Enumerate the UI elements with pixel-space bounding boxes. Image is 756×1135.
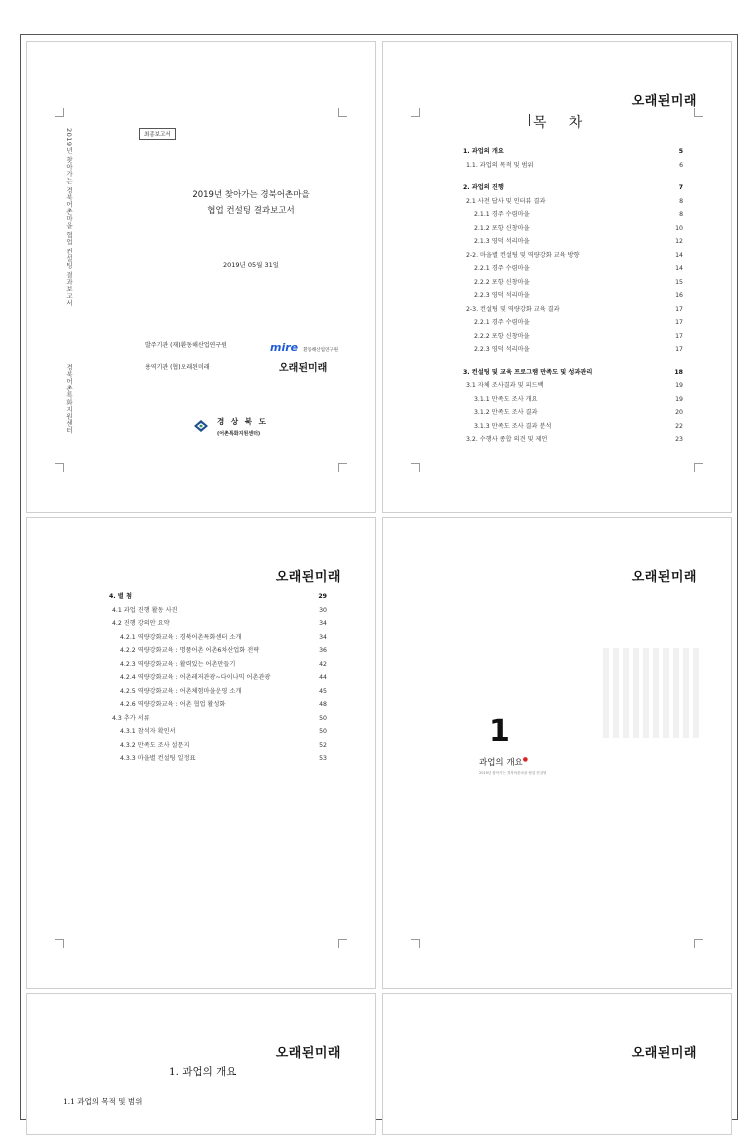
section-subheading: 1.1 과업의 목적 및 범위	[63, 1097, 143, 1106]
toc-entry[interactable]	[463, 303, 683, 317]
toc-entry-page: 52	[319, 741, 327, 749]
toc-entry-page: 44	[319, 674, 327, 681]
page-cover[interactable]	[26, 41, 376, 513]
toc-entry-label: 4.3.3 마을별 컨설팅 일정표	[120, 755, 196, 762]
brand-logo: 오래된미래	[631, 1046, 697, 1061]
toc-entry[interactable]	[109, 739, 327, 753]
mire-logo-text: 환동해산업연구원	[303, 348, 338, 353]
page-toc-2[interactable]	[26, 517, 376, 989]
brand-logo: 오래된미래	[631, 94, 697, 109]
toc-entry[interactable]	[109, 617, 327, 631]
toc-entry-label: 2.2.2 포항 신창마을	[474, 332, 530, 340]
spine-org: 경북어촌특화지원센터	[65, 364, 73, 434]
toc-entry-label: 3.1.1 만족도 조사 개요	[474, 395, 538, 403]
toc-entry[interactable]	[463, 262, 683, 276]
document-viewer	[20, 34, 738, 1120]
toc-entry-page: 5	[678, 148, 683, 155]
toc-entry[interactable]	[463, 159, 683, 173]
toc-entry-label: 4.2.4 역량강화교육 : 어촌레저관광~다이나믹 어촌관광	[120, 674, 271, 681]
toc-entry[interactable]	[463, 249, 683, 263]
crop-mark	[338, 463, 347, 472]
toc-entry-page: 20	[675, 409, 683, 416]
report-title-line1: 2019년 찾아가는 경북어촌마을	[192, 190, 310, 200]
toc-title: 목 차	[533, 115, 583, 131]
section-number: 1	[489, 714, 510, 749]
toc-entry[interactable]	[463, 181, 683, 195]
toc-entry-page: 36	[319, 647, 327, 654]
toc-entry[interactable]	[109, 604, 327, 618]
crop-mark	[55, 463, 64, 472]
toc-entry-label: 3.1 자체 조사결과 및 피드백	[466, 382, 544, 389]
crop-mark	[55, 108, 64, 117]
crop-mark	[694, 108, 703, 117]
section-title-text: 과업의 개요	[479, 758, 523, 768]
brand-logo-cover: 오래된미래	[279, 363, 328, 374]
toc-entry-page: 10	[675, 224, 683, 232]
page-body-2[interactable]	[382, 993, 732, 1135]
toc-entry[interactable]	[109, 712, 327, 726]
spine-title: 2019년 찾아가는 경북어촌마을 협업 컨설팅 결과보고서	[65, 128, 73, 307]
page-body-1[interactable]	[26, 993, 376, 1135]
final-report-badge: 최종보고서	[139, 128, 176, 140]
toc-entry[interactable]	[109, 671, 327, 685]
toc-entry[interactable]	[463, 222, 683, 236]
section-title	[479, 756, 528, 768]
toc-entry-label: 4. 별 첨	[109, 593, 132, 600]
toc-entry-page: 42	[319, 660, 327, 668]
toc-entry-label: 2.1.2 포항 신창마을	[474, 224, 530, 232]
toc-entry[interactable]	[463, 235, 683, 249]
mire-logo-mark: mire	[270, 341, 299, 354]
toc-entry-label: 4.2.1 역량강화교육 : 경북어촌특화센터 소개	[120, 633, 242, 641]
toc-list	[109, 590, 327, 766]
toc-entry-page: 17	[675, 319, 683, 326]
toc-entry[interactable]	[109, 752, 327, 766]
toc-entry-page: 23	[675, 436, 683, 443]
toc-entry-label: 4.2.3 역량강화교육 : 활력있는 어촌만들기	[120, 660, 236, 668]
toc-entry-page: 18	[674, 368, 683, 376]
toc-title-marker	[529, 114, 530, 126]
toc-entry-label: 3. 컨설팅 및 교육 프로그램 만족도 및 성과관리	[463, 368, 593, 376]
toc-entry-page: 17	[675, 305, 683, 313]
toc-entry-label: 2-3. 컨설팅 및 역량강화 교육 결과	[466, 305, 560, 313]
toc-entry-page: 50	[319, 714, 327, 722]
crop-mark	[338, 939, 347, 948]
crop-mark	[338, 108, 347, 117]
contractor-label: 용역기관 (협)오래된미래	[145, 364, 210, 371]
toc-entry-page: 17	[675, 332, 683, 340]
toc-entry-label: 2.2.3 영덕 석리마을	[474, 292, 530, 299]
toc-entry[interactable]	[463, 145, 683, 159]
toc-entry[interactable]	[463, 379, 683, 393]
crop-mark	[55, 939, 64, 948]
toc-entry-page: 34	[319, 633, 327, 641]
toc-entry[interactable]	[463, 208, 683, 222]
crop-mark	[411, 939, 420, 948]
toc-entry-page: 17	[675, 346, 683, 353]
toc-entry[interactable]	[463, 393, 683, 407]
chapter-heading: 1. 과업의 개요	[169, 1066, 237, 1078]
brand-logo: 오래된미래	[275, 570, 341, 585]
section-dot: ●	[522, 756, 529, 763]
toc-entry[interactable]	[109, 631, 327, 645]
gyeongbuk-emblem-icon	[193, 418, 209, 437]
toc-entry-page: 12	[675, 238, 683, 245]
toc-entry-label: 4.2 진행 강의안 요약	[112, 620, 170, 627]
toc-entry-page: 45	[319, 687, 327, 695]
brand-logo: 오래된미래	[275, 1046, 341, 1061]
toc-entry-label: 1. 과업의 개요	[463, 148, 504, 155]
toc-entry-label: 2.1.3 영덕 석리마을	[474, 238, 530, 245]
toc-entry[interactable]	[463, 289, 683, 303]
toc-entry-page: 8	[679, 211, 683, 218]
toc-entry[interactable]	[463, 433, 683, 447]
toc-entry-page: 30	[319, 606, 327, 614]
toc-entry[interactable]	[463, 343, 683, 357]
toc-entry-label: 2.1 사전 답사 및 인터뷰 결과	[466, 197, 546, 205]
toc-entry[interactable]	[109, 725, 327, 739]
toc-entry-page: 16	[675, 292, 683, 299]
page-section-divider[interactable]	[382, 517, 732, 989]
toc-entry-label: 1.1. 과업의 목적 및 범위	[466, 161, 534, 169]
toc-entry-label: 2. 과업의 진행	[463, 184, 504, 191]
crop-mark	[694, 463, 703, 472]
toc-entry-label: 4.2.5 역량강화교육 : 어촌체험마을운영 소개	[120, 687, 242, 695]
toc-entry-label: 2-2. 마을별 컨설팅 및 역량강화 교육 방향	[466, 251, 580, 259]
toc-entry-page: 7	[678, 184, 683, 191]
section-subtitle: 2019년 찾아가는 경북어촌마을 협업 컨설팅	[479, 771, 547, 775]
toc-entry-label: 4.2.6 역량강화교육 : 어촌 협업 활성화	[120, 701, 226, 708]
toc-entry-page: 15	[675, 278, 683, 286]
page-toc-1[interactable]	[382, 41, 732, 513]
toc-entry-label: 2.2.2 포항 신창마을	[474, 278, 530, 286]
toc-entry[interactable]	[463, 330, 683, 344]
toc-entry-label: 4.1 과업 진행 활동 사진	[112, 606, 178, 614]
toc-entry[interactable]	[109, 698, 327, 712]
toc-entry[interactable]	[463, 316, 683, 330]
toc-entry-label: 2.2.1 경주 수렴마을	[474, 265, 530, 272]
toc-entry-label: 3.1.3 만족도 조사 결과 분석	[474, 422, 552, 430]
toc-entry[interactable]	[109, 644, 327, 658]
mire-logo	[270, 336, 338, 355]
toc-entry-page: 48	[319, 701, 327, 708]
toc-entry-page: 6	[679, 161, 683, 169]
toc-entry-label: 3.1.2 만족도 조사 결과	[474, 409, 538, 416]
toc-entry-page: 53	[319, 755, 327, 762]
toc-entry[interactable]	[463, 420, 683, 434]
toc-entry-label: 2.1.1 경주 수렴마을	[474, 211, 530, 218]
toc-entry-page: 14	[675, 251, 683, 259]
brand-logo: 오래된미래	[631, 570, 697, 585]
toc-entry-label: 2.2.1 경주 수렴마을	[474, 319, 530, 326]
toc-entry-page: 19	[675, 382, 683, 389]
toc-entry[interactable]	[463, 366, 683, 380]
report-title-line2: 협업 컨설팅 결과보고서	[207, 206, 295, 216]
toc-entry[interactable]	[463, 276, 683, 290]
toc-list	[463, 145, 683, 447]
gov-name: 경 상 북 도	[217, 417, 268, 426]
toc-entry-label: 4.3.2 만족도 조사 설문지	[120, 741, 190, 749]
watermark-pattern	[603, 648, 703, 738]
toc-entry-page: 29	[318, 593, 327, 600]
toc-entry-page: 50	[319, 728, 327, 735]
toc-entry-page: 8	[679, 197, 683, 205]
crop-mark	[694, 939, 703, 948]
toc-entry[interactable]	[109, 685, 327, 699]
toc-entry-label: 3.2. 수행사 종합 의견 및 제언	[466, 436, 548, 443]
toc-entry-page: 22	[675, 422, 683, 430]
toc-entry[interactable]	[109, 658, 327, 672]
crop-mark	[411, 108, 420, 117]
toc-entry-page: 34	[319, 620, 327, 627]
toc-entry-label: 2.2.3 영덕 석리마을	[474, 346, 530, 353]
report-date: 2019년 05월 31일	[222, 261, 280, 269]
crop-mark	[411, 463, 420, 472]
gov-sub: (어촌특화지원센터)	[217, 431, 261, 437]
toc-entry[interactable]	[463, 195, 683, 209]
toc-entry-page: 19	[675, 395, 683, 403]
toc-entry-label: 4.3.1 참석자 확인서	[120, 728, 176, 735]
toc-entry[interactable]	[109, 590, 327, 604]
client-label: 발주기관 (재)환동해산업연구원	[145, 342, 227, 349]
toc-entry[interactable]	[463, 406, 683, 420]
toc-entry-label: 4.2.2 역량강화교육 : 명품어촌 어촌6차산업화 전략	[120, 647, 260, 654]
toc-entry-label: 4.3 추가 서류	[112, 714, 150, 722]
toc-entry-page: 14	[675, 265, 683, 272]
